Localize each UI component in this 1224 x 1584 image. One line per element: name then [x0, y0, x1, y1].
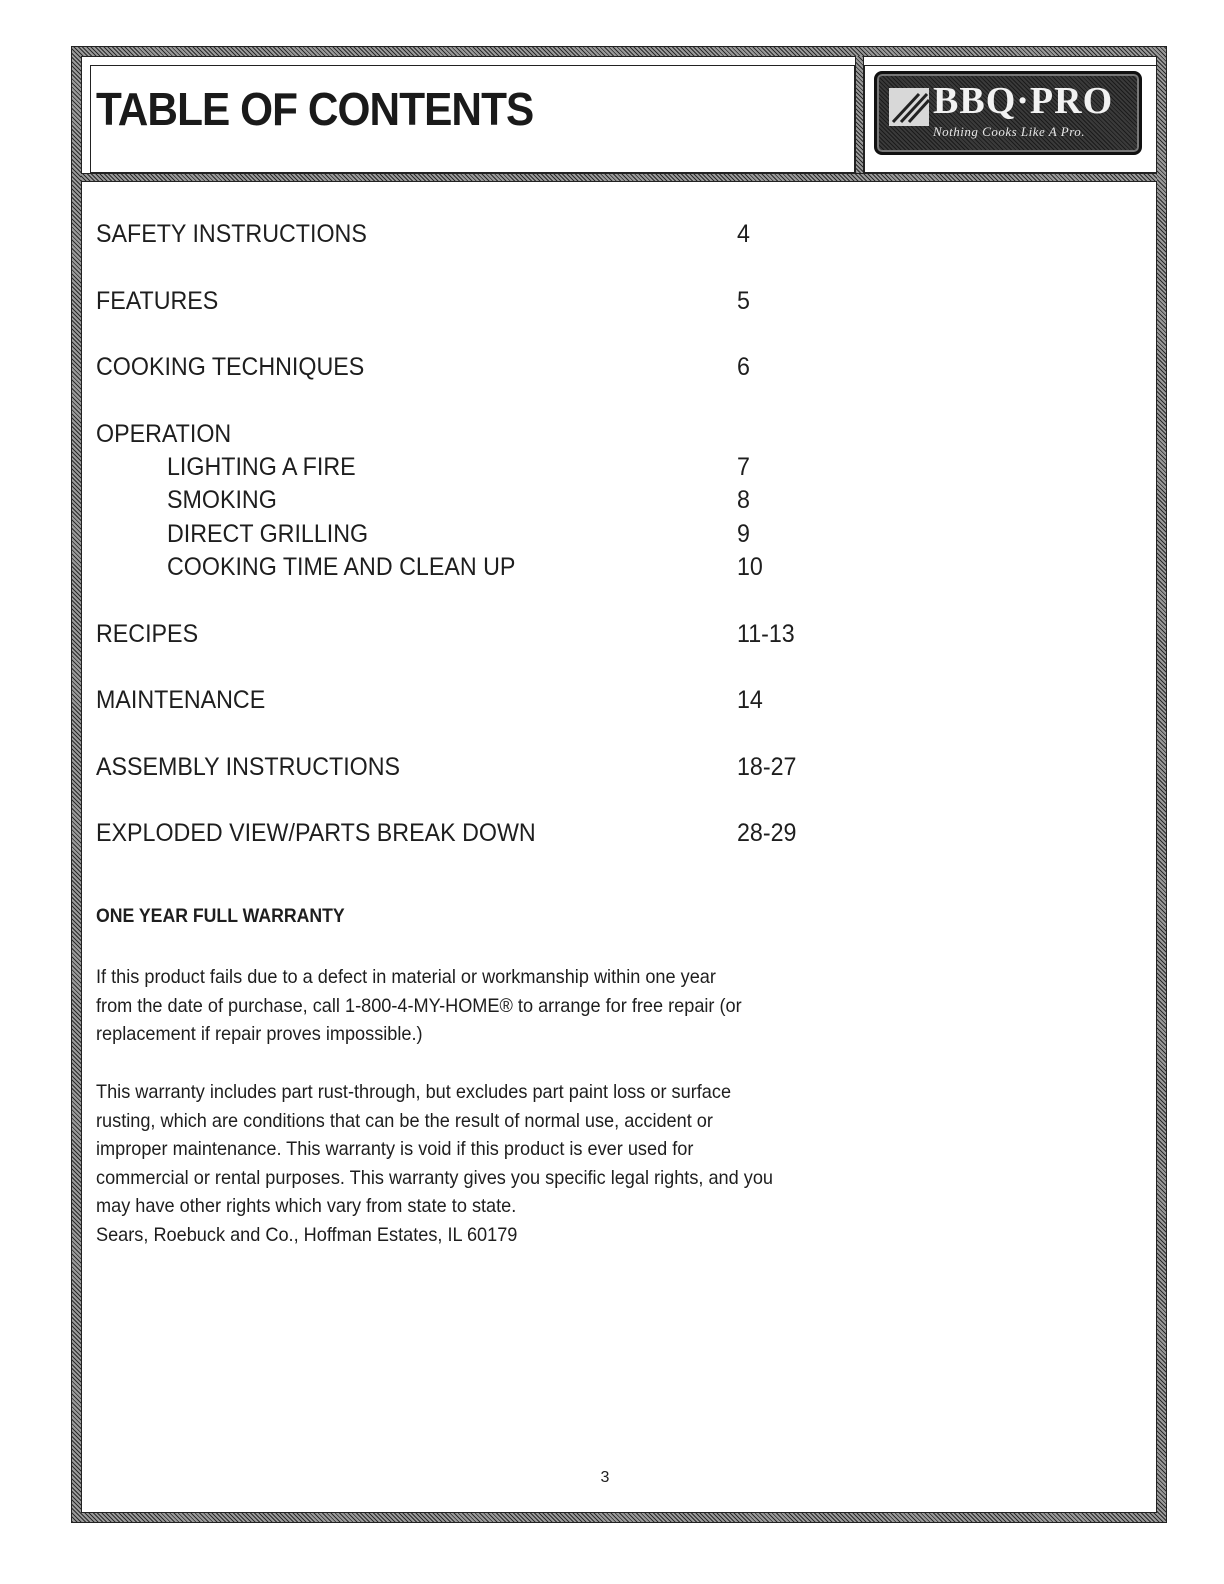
warranty-terms-paragraph: [96, 1078, 831, 1249]
toc-entry: [96, 219, 896, 249]
toc-subentry: [96, 452, 896, 482]
toc-entry-page: 10: [737, 553, 763, 581]
toc-entry-page: 11-13: [737, 620, 795, 648]
toc-entry-page: 6: [737, 353, 750, 381]
toc-entry: [96, 352, 896, 382]
toc-entry-page: 5: [737, 287, 750, 315]
toc-entry-label: COOKING TECHNIQUES: [96, 353, 365, 381]
page-title: TABLE OF CONTENTS: [96, 83, 534, 135]
warranty-line: from the date of purchase, call 1-800-4-MY-HOME® to arrange for free repair (or: [96, 994, 742, 1017]
toc-entry-label: RECIPES: [96, 620, 199, 648]
toc-entry: [96, 286, 896, 316]
warranty-paragraph: [96, 963, 831, 1049]
toc-entry-label: SMOKING: [167, 486, 277, 514]
toc-entry: [96, 619, 896, 649]
toc-entry-page: 9: [737, 520, 750, 548]
warranty-line: commercial or rental purposes. This warranty gives you specific legal rights, and you: [96, 1166, 774, 1189]
toc-entry-label: OPERATION: [96, 420, 232, 448]
page-border: [72, 47, 1166, 1522]
toc-entry: [96, 818, 896, 848]
header-bottom-rule: [81, 173, 1157, 182]
warranty-line: rusting, which are conditions that can be the result of normal use, accident or: [96, 1109, 713, 1132]
page-number: 3: [600, 1469, 610, 1486]
toc-entry: [96, 685, 896, 715]
toc-subentry: [96, 519, 896, 549]
logo-brand-text: BBQ·PRO: [933, 80, 1114, 122]
toc-entry-label: DIRECT GRILLING: [167, 520, 369, 548]
toc-subentry: [96, 485, 896, 515]
logo-tagline: Nothing Cooks Like A Pro.: [933, 124, 1086, 139]
warranty-heading: ONE YEAR FULL WARRANTY: [96, 906, 345, 927]
toc-entry-label: LIGHTING A FIRE: [167, 453, 356, 481]
warranty-line: replacement if repair proves impossible.): [96, 1023, 423, 1045]
toc-entry-label: FEATURES: [96, 287, 219, 315]
inner-border-line: [81, 56, 1157, 1513]
warranty-line: If this product fails due to a defect in material or workmanship within one year: [96, 966, 716, 988]
header-divider: [855, 56, 864, 182]
toc-entry-page: 8: [737, 486, 750, 514]
toc-entry: [96, 752, 896, 782]
toc-entry-page: 7: [737, 453, 750, 481]
warranty-line: improper maintenance. This warranty is void if this product is ever used for: [96, 1138, 694, 1160]
toc-entry-page: 4: [737, 220, 750, 248]
toc-entry-label: EXPLODED VIEW/PARTS BREAK DOWN: [96, 819, 536, 847]
company-address: Sears, Roebuck and Co., Hoffman Estates, IL 60179: [96, 1223, 518, 1246]
flame-stripes-icon: [889, 88, 929, 126]
toc-entry-label: SAFETY INSTRUCTIONS: [96, 220, 367, 248]
toc-entry-label: MAINTENANCE: [96, 686, 266, 714]
warranty-line: may have other rights which vary from state to state.: [96, 1195, 517, 1217]
toc-entry-page: 28-29: [737, 819, 797, 847]
toc-entry: [96, 419, 896, 449]
toc-entry-page: 18-27: [737, 753, 797, 781]
warranty-line: This warranty includes part rust-through, but excludes part paint loss or surface: [96, 1081, 732, 1103]
toc-entry-page: 14: [737, 686, 763, 714]
toc-entry-label: COOKING TIME AND CLEAN UP: [167, 553, 516, 581]
toc-subentry: [96, 552, 896, 582]
toc-entry-label: ASSEMBLY INSTRUCTIONS: [96, 753, 401, 781]
brand-logo: [874, 71, 1142, 155]
